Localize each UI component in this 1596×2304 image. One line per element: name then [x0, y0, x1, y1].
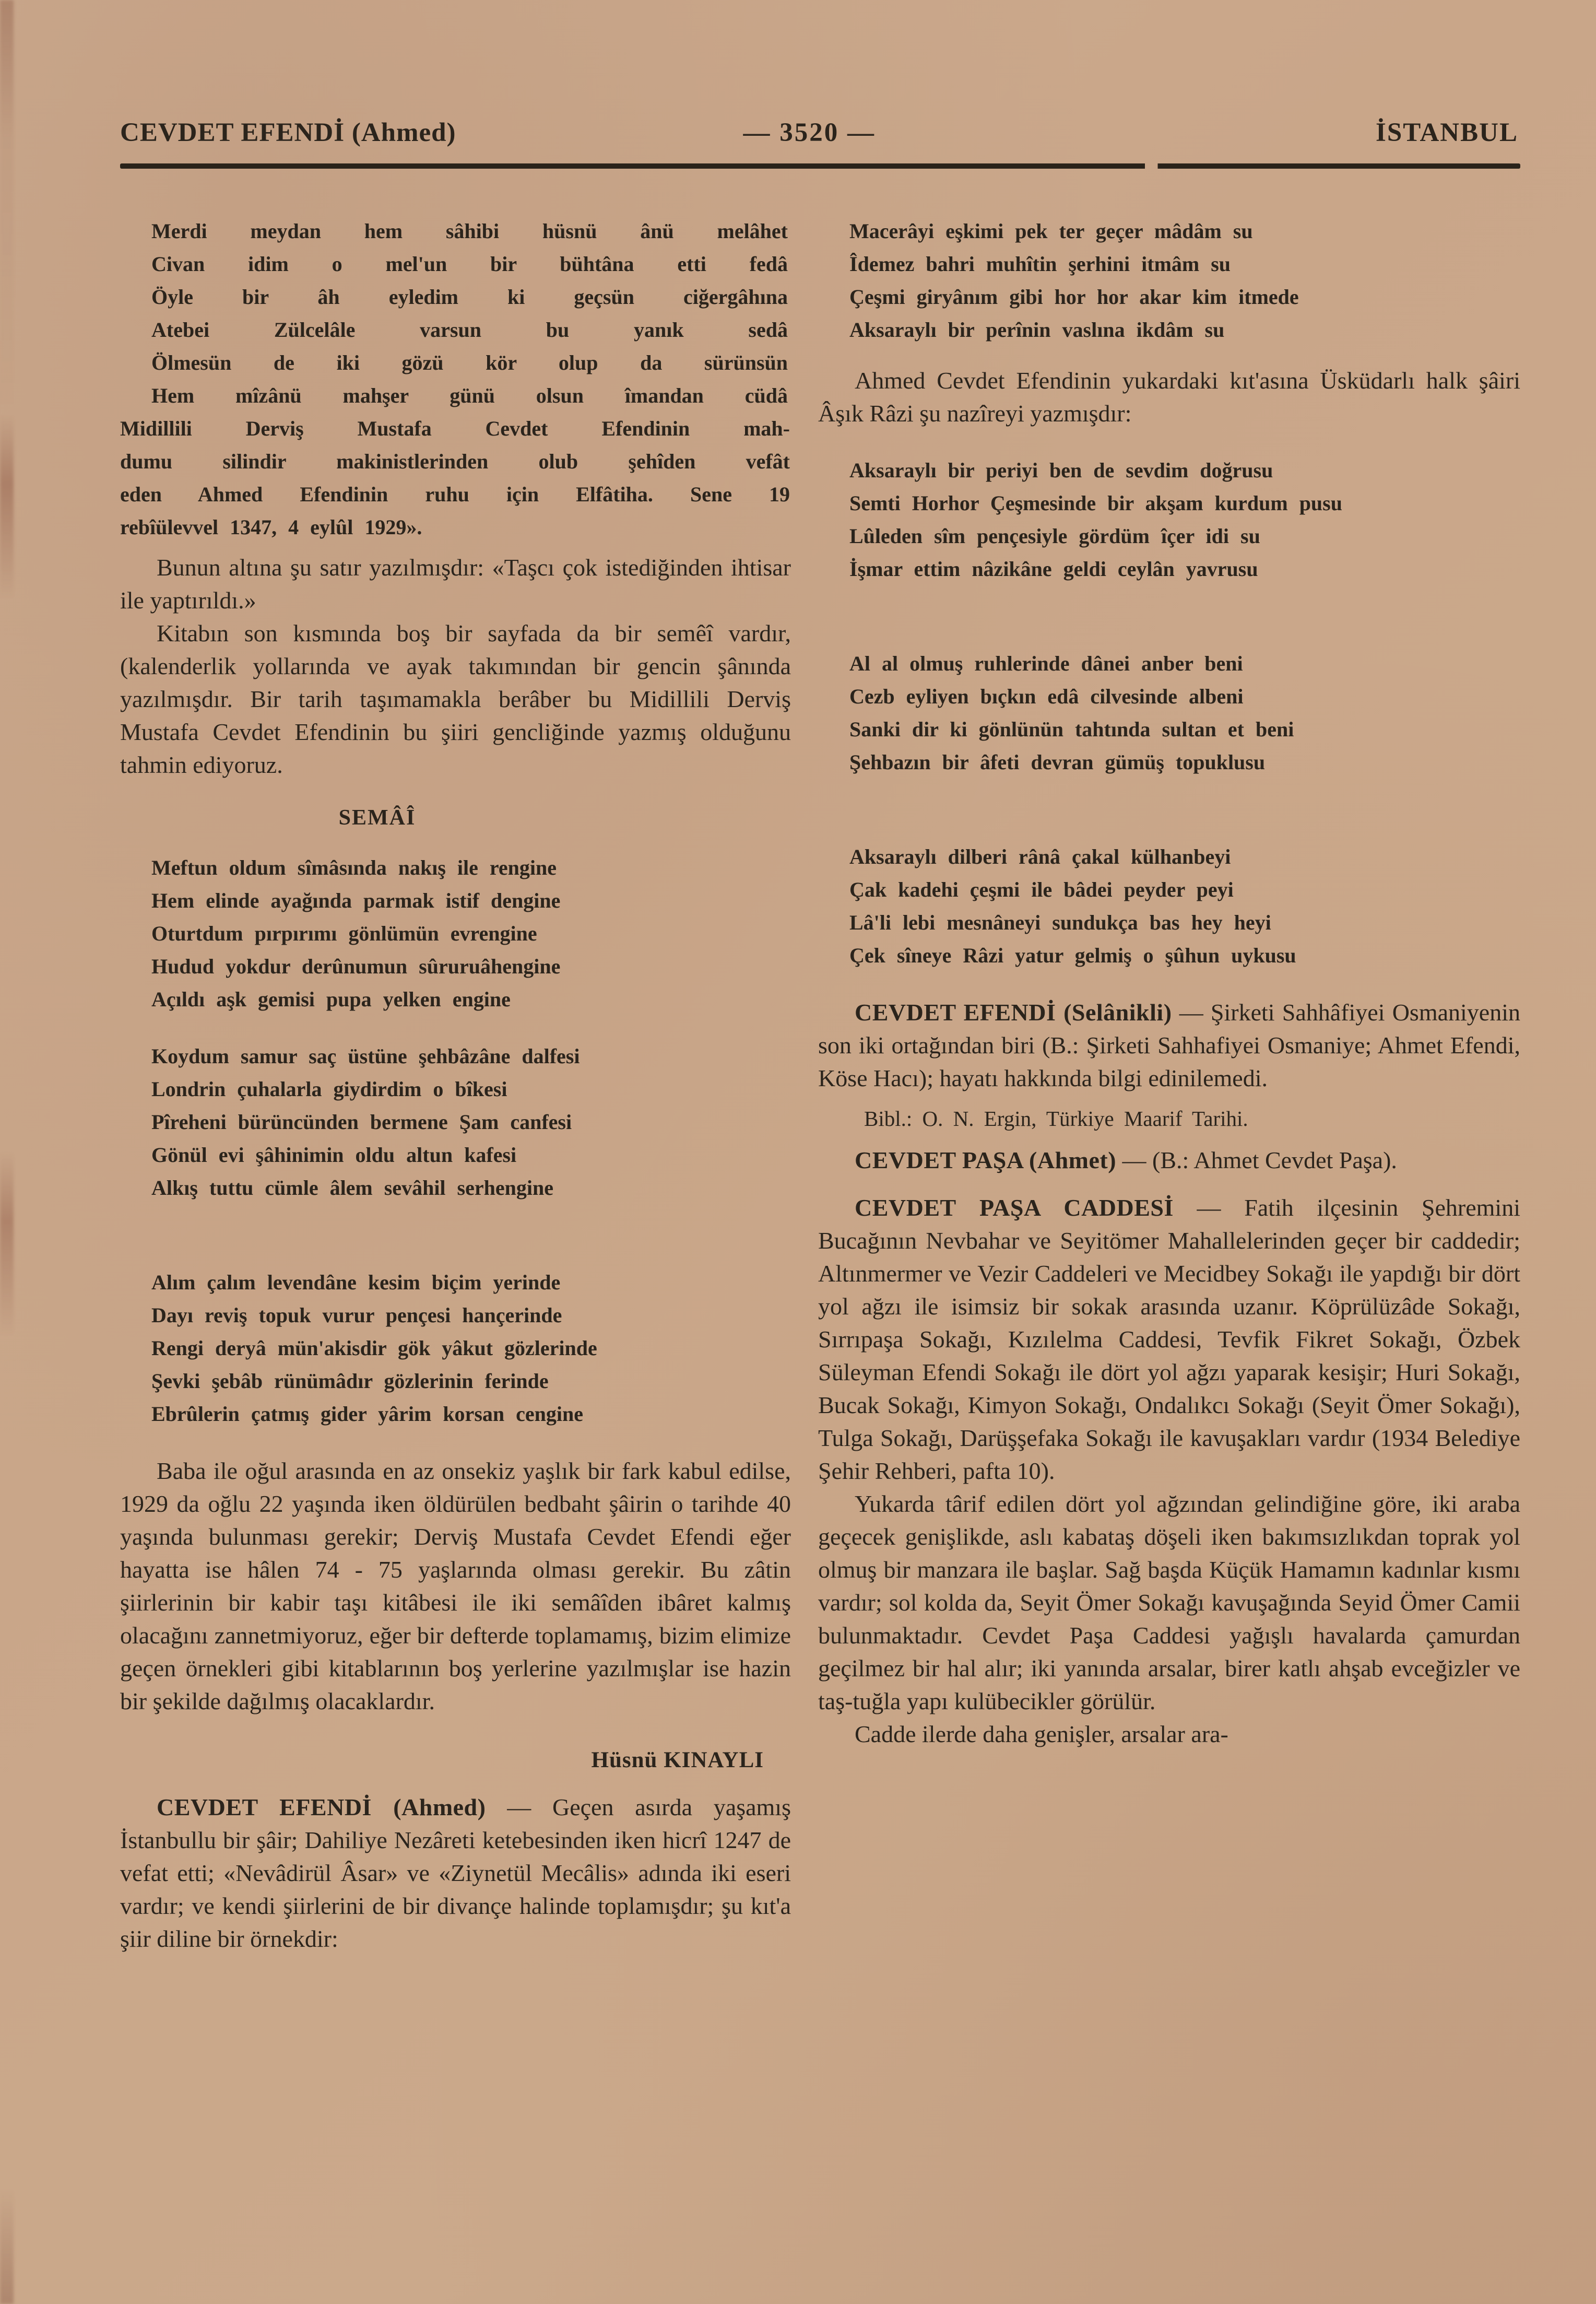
verse-line: Pîreheni bürüncünden bermene Şam canfesi — [151, 1110, 572, 1134]
column-gutter — [791, 215, 818, 1955]
kita-verse-block — [818, 215, 1520, 346]
verse-line: Şevki şebâb rünümâdır gözlerinin ferinde — [151, 1369, 549, 1393]
epitaph-prose-line: Midillili Derviş Mustafa Cevdet Efendinin mah- — [120, 417, 790, 440]
nazire-stanza — [818, 840, 1520, 972]
running-title-right: İSTANBUL — [1376, 118, 1518, 147]
semai-stanza — [120, 1266, 791, 1430]
verse-line: Hem elinde ayağında parmak istif dengine — [151, 889, 561, 912]
verse-line: Hem mîzânü mahşer günü olsun îmandan cüdâ — [151, 384, 788, 407]
verse-line: Atebei Zülcelâle varsun bu yanık sedâ — [151, 318, 788, 342]
verse-line: Rengi deryâ mün'akisdir gök yâkut gözlerinde — [151, 1336, 597, 1360]
entry-body: — Fatih ilçesinin Şehremini Bucağının Nevbahar ve Seyitömer Mahallelerinden geçer bir caddedir; Altınmermer ve Vezir Caddeleri ve Mecidbey Sokağı ile yapdığı bir dört yol ağzı ile isimsiz bir sokak arasında uzanır. Köprülüzâde Sokağı, Sırrıpaşa Sokağı, Kızılelma Caddesi, Tevfik Fikret Sokağı, Özbek Süleyman Efendi Sokağı ile dört yol ağzı yaparak kesişir; Huri Sokağı, Bucak Sokağı, Kimyon Sokağı, Ondalıkcı Sokağı (Seyit Ömer Sokağı), Tulga Sokağı, Darüşşefaka Sokağı ile kavuşakları vardır (1934 Belediye Şehir Rehberi, pafta 10). — [818, 1194, 1520, 1484]
verse-line: Dayı reviş topuk vurur pençesi hançerinde — [151, 1303, 562, 1327]
semai-stanza — [120, 851, 791, 1016]
nazire-stanza — [818, 454, 1520, 585]
paragraph: Kitabın son kısmında boş bir sayfada da bir semêî vardır, (kalenderlik yollarında ve ayak takımından bir gencin şânında yazılmışdır. Bir tarih taşımamakla berâber bu Midillili Derviş Mustafa Cevdet Efendinin bu şiiri gencliğinde yazmış olduğunu tahmin ediyoruz. — [120, 620, 791, 778]
verse-line: Cezb eyliyen bıçkın edâ cilvesinde albeni — [849, 685, 1244, 708]
verse-line: Öyle bir âh eyledim ki geçsün ciğergâhına — [151, 285, 788, 309]
left-column — [120, 215, 791, 1955]
verse-line: Lûleden sîm pençesiyle gördüm îçer idi su — [849, 524, 1260, 548]
header-rule — [120, 163, 1520, 169]
epitaph-prose-line: rebîülevvel 1347, 4 eylûl 1929». — [120, 515, 422, 539]
verse-line: Hudud yokdur derûnumun sûruruâhengine — [151, 955, 561, 978]
verse-line: Meftun oldum sîmâsında nakış ile rengine — [151, 856, 557, 879]
verse-line: Ölmesün de iki gözü kör olup da sürünsün — [151, 351, 788, 374]
verse-line: Al al olmuş ruhlerinde dânei anber beni — [849, 652, 1243, 675]
verse-line: Çak kadehi çeşmi ile bâdei peyder peyi — [849, 878, 1234, 901]
verse-line: Aksaraylı bir periyi ben de sevdim doğrusu — [849, 459, 1273, 482]
nazire-stanza — [818, 647, 1520, 779]
page-header — [120, 107, 1520, 148]
verse-line: Koydum samur saç üstüne şehbâzâne dalfesi — [151, 1044, 580, 1068]
author-signature: Hüsnü KINAYLI — [591, 1748, 764, 1772]
paragraph: Cadde ilerde daha genişler, arsalar ara- — [855, 1721, 1228, 1747]
verse-line: Açıldı aşk gemisi pupa yelken engine — [151, 988, 511, 1011]
verse-line: Çek sîneye Râzi yatur gelmiş o şûhun uykusu — [849, 944, 1296, 967]
epitaph-prose-line: eden Ahmed Efendinin ruhu için Elfâtiha. Sene 19 — [120, 483, 790, 506]
verse-line: Macerâyi eşkimi pek ter geçer mâdâm su — [849, 219, 1253, 243]
entry-cevdet-efendi-selanikli — [818, 996, 1520, 1095]
entry-body: — Şirketi Sahhâfiyei Osmaniyenin son iki ortağından biri (B.: Şirketi Sahhafiyei Osmaniye; Ahmet Efendi, Köse Hacı); hayatı hakkında bilgi edinilemedi. — [818, 999, 1520, 1091]
entry-body: — Geçen asırda yaşamış İstanbullu bir şâir; Dahiliye Nezâreti ketebesinden iken hicrî 1247 de vefat etti; «Nevâdirül Âsar» ve «Ziynetül Mecâlis» adında iki eseri vardır; ve kendi şiirlerini de bir divançe halinde toplamışdır; şu kıt'a şiir diline bir örnekdir: — [120, 1794, 791, 1952]
semai-stanza — [120, 1040, 791, 1204]
entry-title: CEVDET EFENDİ (Selânikli) — [855, 999, 1172, 1026]
verse-line: Lâ'li lebi mesnâneyi sundukça bas hey heyi — [849, 911, 1271, 934]
verse-line: Londrin çuhalarla giydirdim o bîkesi — [151, 1077, 507, 1101]
page-number: — 3520 — — [743, 118, 876, 147]
verse-line: Îdemez bahri muhîtin şerhini itmâm su — [849, 252, 1231, 276]
entry-title: CEVDET PAŞA CADDESİ — [855, 1194, 1174, 1221]
verse-line: Sanki dir ki gönlünün tahtında sultan et beni — [849, 718, 1294, 741]
verse-line: Merdi meydan hem sâhibi hüsnü ânü melâhet — [151, 219, 788, 243]
verse-line: Ebrûlerin çatmış gider yârim korsan cengine — [151, 1402, 583, 1426]
verse-line: Çeşmi giryânım gibi hor hor akar kim itmede — [849, 285, 1299, 309]
entry-body: — (B.: Ahmet Cevdet Paşa). — [1116, 1147, 1397, 1173]
verse-line: İşmar ettim nâzikâne geldi ceylân yavrusu — [849, 557, 1258, 581]
entry-title: CEVDET EFENDİ (Ahmed) — [157, 1794, 486, 1820]
right-column — [818, 215, 1520, 1955]
paragraph: Bunun altına şu satır yazılmışdır: «Taşcı çok istediğinden ihtisar ile yaptırıldı.» — [120, 554, 791, 614]
verse-line: Aksaraylı bir perînin vaslına ikdâm su — [849, 318, 1225, 342]
verse-line: Şehbazın bir âfeti devran gümüş topuklusu — [849, 750, 1266, 774]
verse-line: Oturtdum pırpırımı gönlümün evrengine — [151, 922, 537, 945]
verse-line: Civan idim o mel'un bir bühtâna etti fedâ — [151, 252, 788, 276]
verse-line: Aksaraylı dilberi rânâ çakal külhanbeyi — [849, 845, 1231, 868]
running-title-left: CEVDET EFENDİ (Ahmed) — [120, 118, 456, 147]
entry-title: CEVDET PAŞA (Ahmet) — [855, 1147, 1117, 1173]
verse-line: Alkış tuttu cümle âlem sevâhil serhengine — [151, 1176, 553, 1200]
paragraph: Ahmed Cevdet Efendinin yukardaki kıt'asına Üsküdarlı halk şâiri Âşık Râzi şu nazîreyi yazmışdır: — [818, 367, 1520, 427]
verse-line: Gönül evi şâhinimin oldu altun kafesi — [151, 1143, 517, 1167]
epitaph-verse-block — [120, 215, 791, 544]
two-column-text — [120, 215, 1520, 1955]
verse-line: Semti Horhor Çeşmesinde bir akşam kurdum pusu — [849, 491, 1342, 515]
bibliography-line: Bibl.: O. N. Ergin, Türkiye Maarif Tarihi. — [864, 1107, 1248, 1131]
entry-cevdet-pasa-caddesi — [818, 1191, 1520, 1487]
paragraph: Baba ile oğul arasında en az onsekiz yaşlık bir fark kabul edilse, 1929 da oğlu 22 yaşında iken öldürülen bedbaht şâirin o tarihde 40 yaşında bulunması gerekir; Derviş Mustafa Cevdet Efendi eğer hayatta ise hâlen 74 - 75 yaşlarında olması gerekir. Bu zâtin şiirlerinin bir kabir taşı kitâbesi ile iki semâîden ibâret kalmış olacağını zannetmiyoruz, eğer bir defterde toplamamış, bizim elimize geçen örnekleri gibi kitablarının boş yerlerine yazılmışlar ise hazin bir şekilde dağılmış olacaklardır. — [120, 1457, 791, 1714]
poem-heading: SEMÂÎ — [338, 806, 416, 830]
entry-cevdet-pasa — [818, 1144, 1520, 1177]
verse-line: Alım çalım levendâne kesim biçim yerinde — [151, 1271, 561, 1294]
epitaph-prose-line: dumu silindir makinistlerinden olub şehîden vefât — [120, 450, 790, 473]
paragraph: Yukarda târif edilen dört yol ağzından gelindiğine göre, iki araba geçecek genişlikde, aslı kabataş döşeli iken bakımsızlıkdan toprak yol olmuş bir manzara ile başlar. Sağ başda Küçük Hamamın kadınlar kısmı vardır; sol kolda da, Seyit Ömer Sokağı kavuşağında Seyid Ömer Camii bulunmaktadır. Cevdet Paşa Caddesi yağışlı havalarda çamurdan geçilmez bir hal alır; iki yanında arsalar, birer katlı ahşab evceğizler ve taş-tuğla yapı kulübecikler görülür. — [818, 1490, 1520, 1714]
entry-cevdet-efendi-ahmed — [120, 1791, 791, 1955]
